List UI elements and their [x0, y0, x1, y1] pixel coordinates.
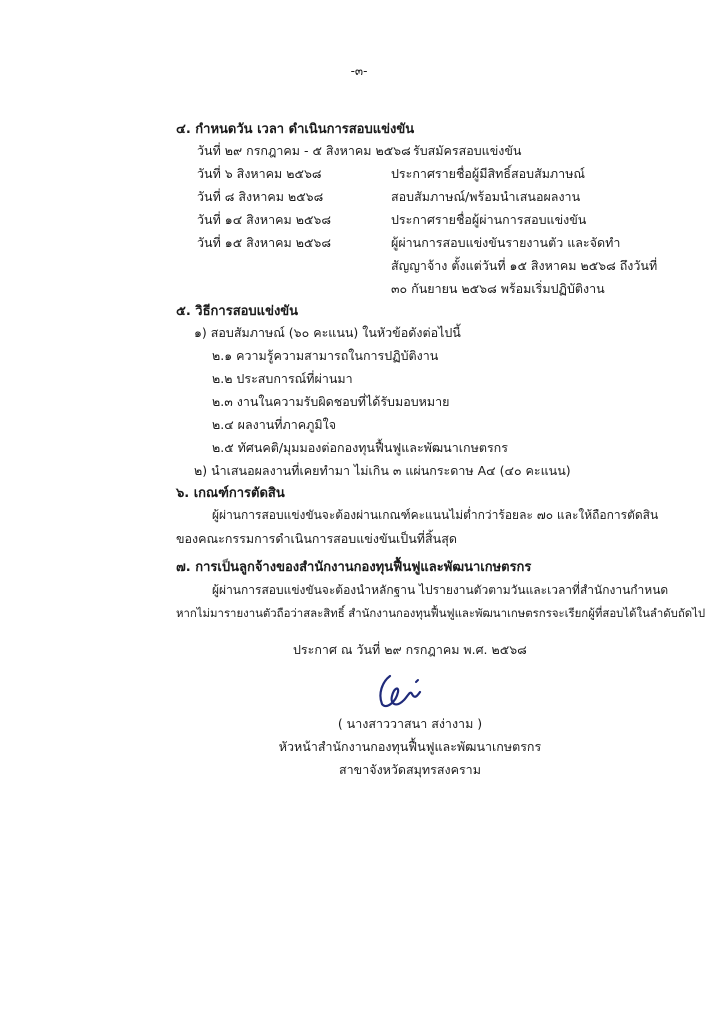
schedule-date: วันที่ ๖ สิงหาคม ๒๕๖๘ [197, 166, 322, 181]
schedule-desc: รับสมัครสอบแข่งขัน [413, 143, 522, 158]
schedule-date: วันที่ ๑๔ สิงหาคม ๒๕๖๘ [197, 212, 331, 227]
announcement-date: ประกาศ ณ วันที่ ๒๙ กรกฎาคม พ.ศ. ๒๕๖๘ [293, 642, 527, 657]
schedule-desc: ประกาศรายชื่อผู้ผ่านการสอบแข่งขัน [391, 212, 587, 227]
signatory-branch: สาขาจังหวัดสมุทรสงคราม [339, 762, 481, 777]
method-subitem: ๒.๓ งานในความรับผิดชอบที่ได้รับมอบหมาย [212, 394, 450, 409]
section5-heading: ๕. วิธีการสอบแข่งขัน [176, 304, 299, 319]
schedule-desc: สอบสัมภาษณ์/พร้อมนำเสนอผลงาน [391, 189, 581, 204]
section6-heading: ๖. เกณฑ์การตัดสิน [176, 486, 285, 501]
method-item-1: ๑) สอบสัมภาษณ์ (๖๐ คะแนน) ในหัวข้อดังต่อไปนี้ [194, 325, 461, 340]
criteria-line: ของคณะกรรมการดำเนินการสอบแข่งขันเป็นที่สิ้นสุด [176, 531, 457, 546]
schedule-desc: ๓๐ กันยายน ๒๕๖๘ พร้อมเริ่มปฏิบัติงาน [391, 281, 605, 296]
signatory-name: ( นางสาววาสนา สง่างาม ) [337, 716, 483, 731]
employment-line: หากไม่มารายงานตัวถือว่าสละสิทธิ์ สำนักงานกองทุนฟื้นฟูและพัฒนาเกษตรกรจะเรียกผู้ที่สอบได้ในลำดับถัดไป [176, 606, 706, 620]
schedule-desc: สัญญาจ้าง ตั้งแต่วันที่ ๑๕ สิงหาคม ๒๕๖๘ ถึงวันที่ [391, 258, 658, 273]
section4-heading: ๔. กำหนดวัน เวลา ดำเนินการสอบแข่งขัน [176, 122, 415, 137]
criteria-line: ผู้ผ่านการสอบแข่งขันจะต้องผ่านเกณฑ์คะแนนไม่ต่ำกว่าร้อยละ ๗๐ และให้ถือการตัดสิน [212, 508, 659, 522]
method-subitem: ๒.๑ ความรู้ความสามารถในการปฏิบัติงาน [212, 348, 439, 363]
schedule-date: วันที่ ๘ สิงหาคม ๒๕๖๘ [197, 189, 324, 204]
method-subitem: ๒.๕ ทัศนคติ/มุมมองต่อกองทุนฟื้นฟูและพัฒนาเกษตรกร [212, 440, 508, 455]
schedule-date: วันที่ ๒๙ กรกฎาคม - ๕ สิงหาคม ๒๕๖๘ [197, 143, 411, 158]
method-item-2: ๒) นำเสนอผลงานที่เคยทำมา ไม่เกิน ๓ แผ่นกระดาษ A๔ (๔๐ คะแนน) [194, 463, 571, 478]
method-subitem: ๒.๒ ประสบการณ์ที่ผ่านมา [212, 371, 353, 386]
section7-heading: ๗. การเป็นลูกจ้างของสำนักงานกองทุนฟื้นฟูและพัฒนาเกษตรกร [176, 560, 532, 575]
signature-image [372, 668, 442, 718]
signatory-position: หัวหน้าสำนักงานกองทุนฟื้นฟูและพัฒนาเกษตรกร [278, 739, 542, 754]
schedule-desc: ผู้ผ่านการสอบแข่งขันรายงานตัว และจัดทำ [391, 235, 621, 250]
employment-line: ผู้ผ่านการสอบแข่งขันจะต้องนำหลักฐาน ไปรายงานตัวตามวันและเวลาที่สำนักงานกำหนด [212, 583, 669, 597]
schedule-desc: ประกาศรายชื่อผู้มีสิทธิ์สอบสัมภาษณ์ [391, 166, 586, 181]
schedule-date: วันที่ ๑๕ สิงหาคม ๒๕๖๘ [197, 235, 331, 250]
method-subitem: ๒.๔ ผลงานที่ภาคภูมิใจ [212, 417, 337, 432]
page-number: -๓- [350, 64, 368, 78]
